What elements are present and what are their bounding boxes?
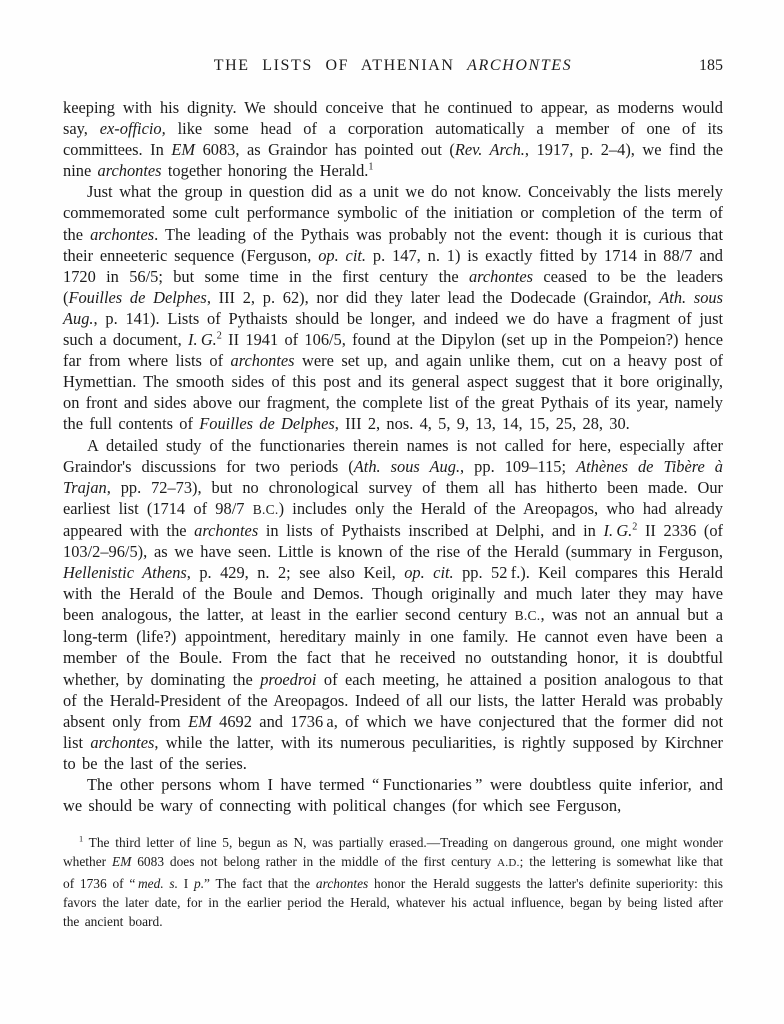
body-text (63, 97, 723, 816)
page-title: THE LISTS OF ATHENIAN ARCHONTES (213, 57, 573, 74)
body-paragraph: The other persons whom I have termed “ Functionaries ” were doubtless quite inferior, and we should be wary of connecting with political changes (for which see Ferguson, (63, 775, 723, 816)
page-number: 185 (699, 57, 723, 74)
footnote: $^1$ The third letter of line 5, begun as N, was partially erased.—Treading on dangerous ground, one might wonder whether EM 6083 does not belong rather in the middle of the first century A.D.; the lettering is somewhat like that of 1736 of “ med. s. I p.” The fact that the archontes honor the Herald suggests the latter's definite superiority: this favors the later date, for in the earlier period the Herald, whatever his actual influence, began by being listed after the ancient board. (63, 834, 724, 929)
footnote-section (63, 833, 723, 931)
body-paragraph: keeping with his dignity. We should conceive that he continued to appear, as moderns would say, ex-officio, like some head of a corporation automatically a member of one of its committees. In EM 6083, as Graindor has pointed out (Rev. Arch., 1917, p. 2–4), we find the nine archontes together honoring the Herald.$^1$ (63, 98, 724, 181)
body-paragraph: A detailed study of the functionaries therein names is not called for here, especially after Graindor's discussions for two periods (Ath. sous Aug., pp. 109–115; Athènes de Tibère à Trajan, pp. 72–73), but no chronological survey of them all has hitherto been made. Our earliest list (1714 of 98/7 B.C.) includes only the Herald of the Areopagos, who had already appeared with the archontes in lists of Pythaists inscribed at Delphi, and in I. G.$^2$ II 2336 (of 103/2–96/5), as we have seen. Little is known of the rise of the Herald (summary in Ferguson, Hellenistic Athens, p. 429, n. 2; see also Keil, op. cit. pp. 52 f.). Keil compares this Herald with the Herald of the Boule and Demos. Though originally and much later they may have been analogous, the latter, at least in the earlier second century B.C., was not an annual but a long-term (life?) appointment, hereditary mainly in one family. He cannot even have been a member of the Boule. From the fact that he received no outstanding honor, it is doubtful whether, by dominating the proedroi of each meeting, he attained a position analogous to that of the Herald-President of the Areopagos. Indeed of all our lists, the latter Herald was probably absent only from EM 4692 and 1736 a, of which we have conjectured that the former did not list archontes, while the latter, with its numerous peculiarities, is rightly supposed by Kirchner to be the last of the series. (63, 435, 724, 773)
text-block (63, 57, 723, 931)
running-header (63, 57, 723, 77)
body-paragraph: Just what the group in question did as a unit we do not know. Conceivably the lists merely commemorated some cult performance symbolic of the initiation or completion of the term of the archontes. The leading of the Pythais was probably not the event: though it is curious that their enneeteric sequence (Ferguson, op. cit. p. 147, n. 1) is exactly fitted by 1714 in 88/7 and 1720 in 56/5; but some time in the first century the archontes ceased to be the leaders (Fouilles de Delphes, III 2, p. 62), nor did they later lead the Dodecade (Graindor, Ath. sous Aug., p. 141). Lists of Pythaists should be longer, and indeed we do have a fragment of just such a document, I. G.$^2$ II 1941 of 106/5, found at the Dipylon (set up in the Pompeion?) hence far from where lists of archontes were set up, and again unlike them, cut on a heavy post of Hymettian. The smooth sides of this post and its general aspect suggest that it bore originally, on front and sides above our fragment, the complete list of the great Pythais of its year, namely the full contents of Fouilles de Delphes, III 2, nos. 4, 5, 9, 13, 14, 15, 25, 28, 30. (63, 182, 723, 434)
